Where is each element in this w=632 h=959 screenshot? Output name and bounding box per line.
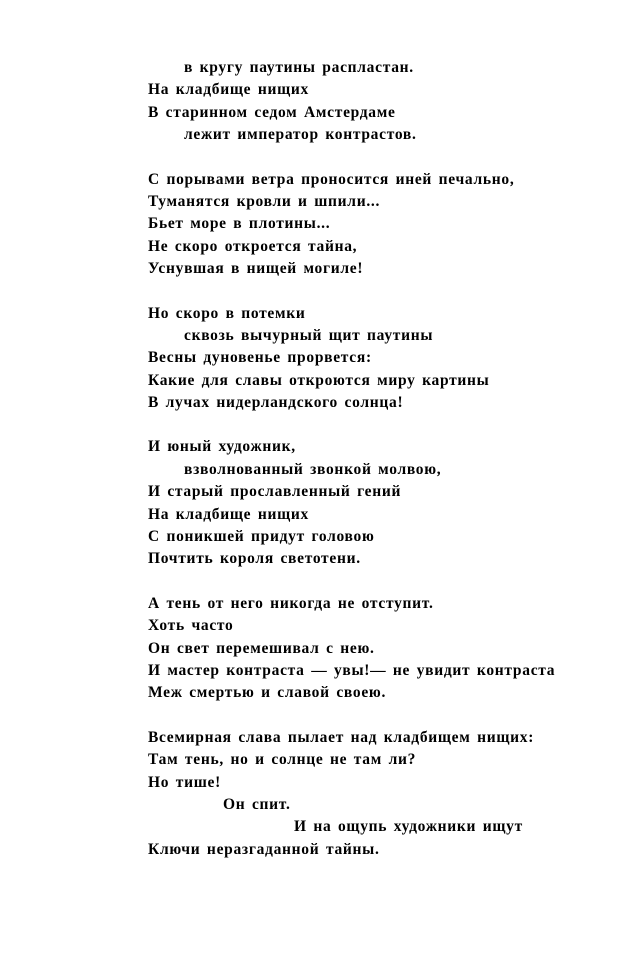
poem-line: Он спит. (223, 795, 291, 813)
poem-line: А тень от него никогда не отступит. (148, 594, 434, 612)
poem-text (148, 57, 608, 883)
stanza-3 (148, 303, 608, 415)
poem-line: Он свет перемешивал с нею. (148, 639, 375, 657)
stanza-1 (148, 57, 608, 147)
poem-line: Но тише! (148, 773, 221, 791)
poem-line: Весны дуновенье прорвется: (148, 349, 372, 367)
poem-line: И мастер контраста — увы!— не увидит контраста (148, 661, 556, 679)
poem-line: С поникшей придут головою (148, 528, 375, 546)
poem-line: С порывами ветра проносится иней печально, (148, 170, 515, 188)
poem-line: Уснувшая в нищей могиле! (148, 260, 364, 278)
poem-line: Почтить короля светотени. (148, 550, 361, 568)
poem-line: в кругу паутины распластан. (184, 59, 414, 76)
poem-line: Какие для славы откроются миру картины (148, 371, 490, 389)
poem-line: Меж смертью и славой своею. (148, 684, 387, 702)
poem-line: Туманятся кровли и шпили... (148, 192, 381, 210)
stanza-5 (148, 593, 608, 705)
poem-line: И на ощупь художники ищут (294, 818, 523, 836)
poem-line: Хоть часто (148, 617, 234, 635)
poem-line: сквозь вычурный щит паутины (184, 326, 434, 344)
poem-line: В лучах нидерландского солнца! (148, 394, 404, 412)
poem-line: На кладбище нищих (148, 505, 309, 523)
poem-line: На кладбище нищих (148, 81, 309, 99)
poem-line: Там тень, но и солнце не там ли? (148, 751, 417, 769)
poem-line: И юный художник, (148, 438, 296, 456)
poem-line: лежит император контрастов. (184, 126, 417, 144)
poem-line: Бьет море в плотины... (148, 215, 331, 233)
poem-line: В старинном седом Амстердаме (148, 103, 396, 121)
poem-line: Но скоро в потемки (148, 304, 306, 322)
poem-line: Не скоро откроется тайна, (148, 237, 358, 255)
poem-line: И старый прославленный гений (148, 483, 402, 501)
poem-line: взволнованный звонкой молвою, (184, 460, 442, 478)
stanza-6 (148, 727, 608, 861)
stanza-4 (148, 436, 608, 570)
poem-line: Всемирная слава пылает над кладбищем нищих: (148, 728, 535, 746)
poem-line: Ключи неразгаданной тайны. (148, 840, 380, 858)
stanza-2 (148, 169, 608, 281)
